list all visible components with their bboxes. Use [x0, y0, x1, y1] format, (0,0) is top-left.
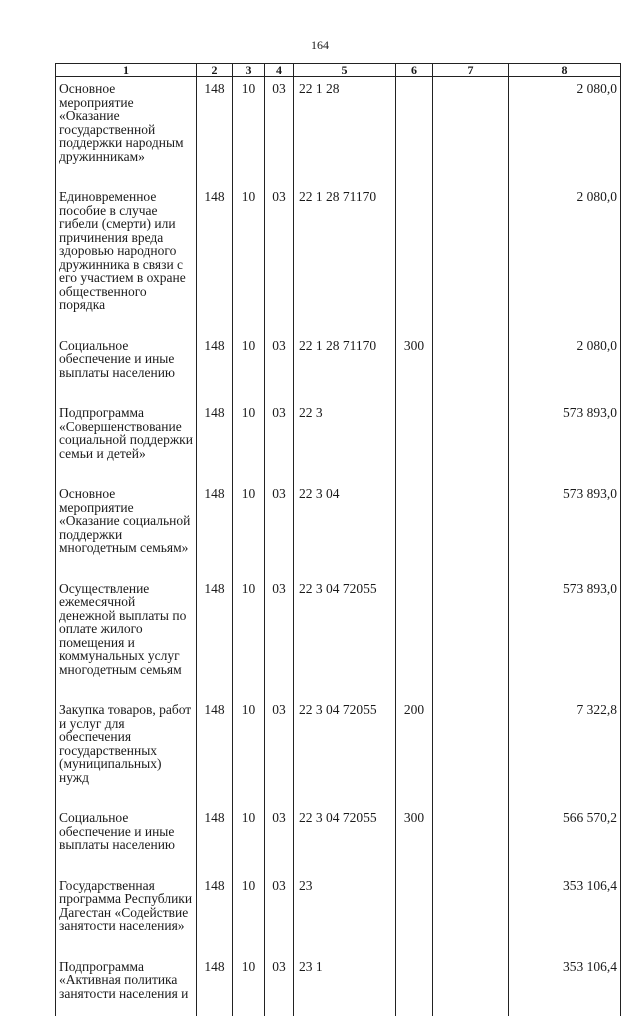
table-row: [56, 334, 621, 402]
row-amount: 2 080,0: [509, 334, 621, 402]
row-ministry-code: 148: [197, 955, 233, 1016]
header-col-4: 4: [265, 64, 294, 77]
row-col-7: [433, 185, 509, 334]
row-section: 10: [233, 482, 265, 577]
row-target-code: 22 1 28 71170: [294, 185, 396, 334]
header-col-3: 3: [233, 64, 265, 77]
row-section: 10: [233, 874, 265, 955]
row-subsection: 03: [265, 77, 294, 186]
table-row: [56, 185, 621, 334]
row-subsection: 03: [265, 698, 294, 806]
row-expense-type: [396, 401, 433, 482]
row-expense-type: 200: [396, 698, 433, 806]
row-subsection: 03: [265, 806, 294, 874]
row-ministry-code: 148: [197, 874, 233, 955]
row-expense-type: [396, 482, 433, 577]
row-col-7: [433, 955, 509, 1016]
row-target-code: 23: [294, 874, 396, 955]
row-amount: 566 570,2: [509, 806, 621, 874]
row-expense-type: [396, 955, 433, 1016]
row-name: Основное мероприятие «Оказание государственной поддержки народным дружинникам»: [56, 77, 197, 186]
row-name: Основное мероприятие «Оказание социальной поддержки многодетным семьям»: [56, 482, 197, 577]
row-subsection: 03: [265, 577, 294, 699]
row-name: Подпрограмма «Совершенствование социальной поддержки семьи и детей»: [56, 401, 197, 482]
row-target-code: 22 3 04 72055: [294, 806, 396, 874]
row-amount: 7 322,8: [509, 698, 621, 806]
row-name: Единовременное пособие в случае гибели (смерти) или причинения вреда здоровью народного дружинника в связи с его участием в охране общественного порядка: [56, 185, 197, 334]
row-col-7: [433, 577, 509, 699]
row-subsection: 03: [265, 874, 294, 955]
row-section: 10: [233, 77, 265, 186]
row-expense-type: [396, 77, 433, 186]
row-col-7: [433, 806, 509, 874]
row-ministry-code: 148: [197, 577, 233, 699]
row-target-code: 22 1 28 71170: [294, 334, 396, 402]
page-number: 164: [311, 38, 329, 52]
table-row: [56, 77, 621, 186]
row-section: 10: [233, 185, 265, 334]
row-target-code: 23 1: [294, 955, 396, 1016]
budget-table: [55, 63, 621, 1016]
row-section: 10: [233, 334, 265, 402]
row-col-7: [433, 698, 509, 806]
row-name: Социальное обеспечение и иные выплаты населению: [56, 806, 197, 874]
row-name: Подпрограмма «Активная политика занятости населения и: [56, 955, 197, 1016]
row-ministry-code: 148: [197, 334, 233, 402]
row-section: 10: [233, 401, 265, 482]
row-subsection: 03: [265, 401, 294, 482]
row-expense-type: [396, 185, 433, 334]
row-col-7: [433, 401, 509, 482]
row-name: Осуществление ежемесячной денежной выплаты по оплате жилого помещения и коммунальных услуг многодетным семьям: [56, 577, 197, 699]
row-ministry-code: 148: [197, 401, 233, 482]
row-section: 10: [233, 698, 265, 806]
table-row: [56, 955, 621, 1016]
table-row: [56, 577, 621, 699]
header-col-2: 2: [197, 64, 233, 77]
table-row: [56, 401, 621, 482]
header-col-8: 8: [509, 64, 621, 77]
row-expense-type: [396, 874, 433, 955]
row-ministry-code: 148: [197, 77, 233, 186]
row-amount: 353 106,4: [509, 955, 621, 1016]
row-col-7: [433, 77, 509, 186]
row-name: Государственная программа Республики Дагестан «Содействие занятости населения»: [56, 874, 197, 955]
row-target-code: 22 3 04 72055: [294, 577, 396, 699]
row-amount: 2 080,0: [509, 77, 621, 186]
row-target-code: 22 3 04: [294, 482, 396, 577]
row-section: 10: [233, 806, 265, 874]
header-col-5: 5: [294, 64, 396, 77]
row-name: Социальное обеспечение и иные выплаты населению: [56, 334, 197, 402]
header-col-7: 7: [433, 64, 509, 77]
row-target-code: 22 3: [294, 401, 396, 482]
row-target-code: 22 3 04 72055: [294, 698, 396, 806]
header-row: [56, 64, 621, 77]
row-col-7: [433, 874, 509, 955]
row-expense-type: [396, 577, 433, 699]
row-subsection: 03: [265, 955, 294, 1016]
row-col-7: [433, 334, 509, 402]
header-col-6: 6: [396, 64, 433, 77]
row-amount: 573 893,0: [509, 401, 621, 482]
row-ministry-code: 148: [197, 698, 233, 806]
table-row: [56, 806, 621, 874]
row-amount: 353 106,4: [509, 874, 621, 955]
row-subsection: 03: [265, 482, 294, 577]
row-expense-type: 300: [396, 806, 433, 874]
row-subsection: 03: [265, 334, 294, 402]
row-subsection: 03: [265, 185, 294, 334]
row-amount: 573 893,0: [509, 482, 621, 577]
row-section: 10: [233, 955, 265, 1016]
header-col-1: 1: [56, 64, 197, 77]
row-expense-type: 300: [396, 334, 433, 402]
table-row: [56, 874, 621, 955]
row-col-7: [433, 482, 509, 577]
table-row: [56, 482, 621, 577]
row-section: 10: [233, 577, 265, 699]
row-amount: 2 080,0: [509, 185, 621, 334]
row-ministry-code: 148: [197, 806, 233, 874]
row-amount: 573 893,0: [509, 577, 621, 699]
row-ministry-code: 148: [197, 185, 233, 334]
row-name: Закупка товаров, работ и услуг для обеспечения государственных (муниципальных) нужд: [56, 698, 197, 806]
table-row: [56, 698, 621, 806]
row-ministry-code: 148: [197, 482, 233, 577]
row-target-code: 22 1 28: [294, 77, 396, 186]
